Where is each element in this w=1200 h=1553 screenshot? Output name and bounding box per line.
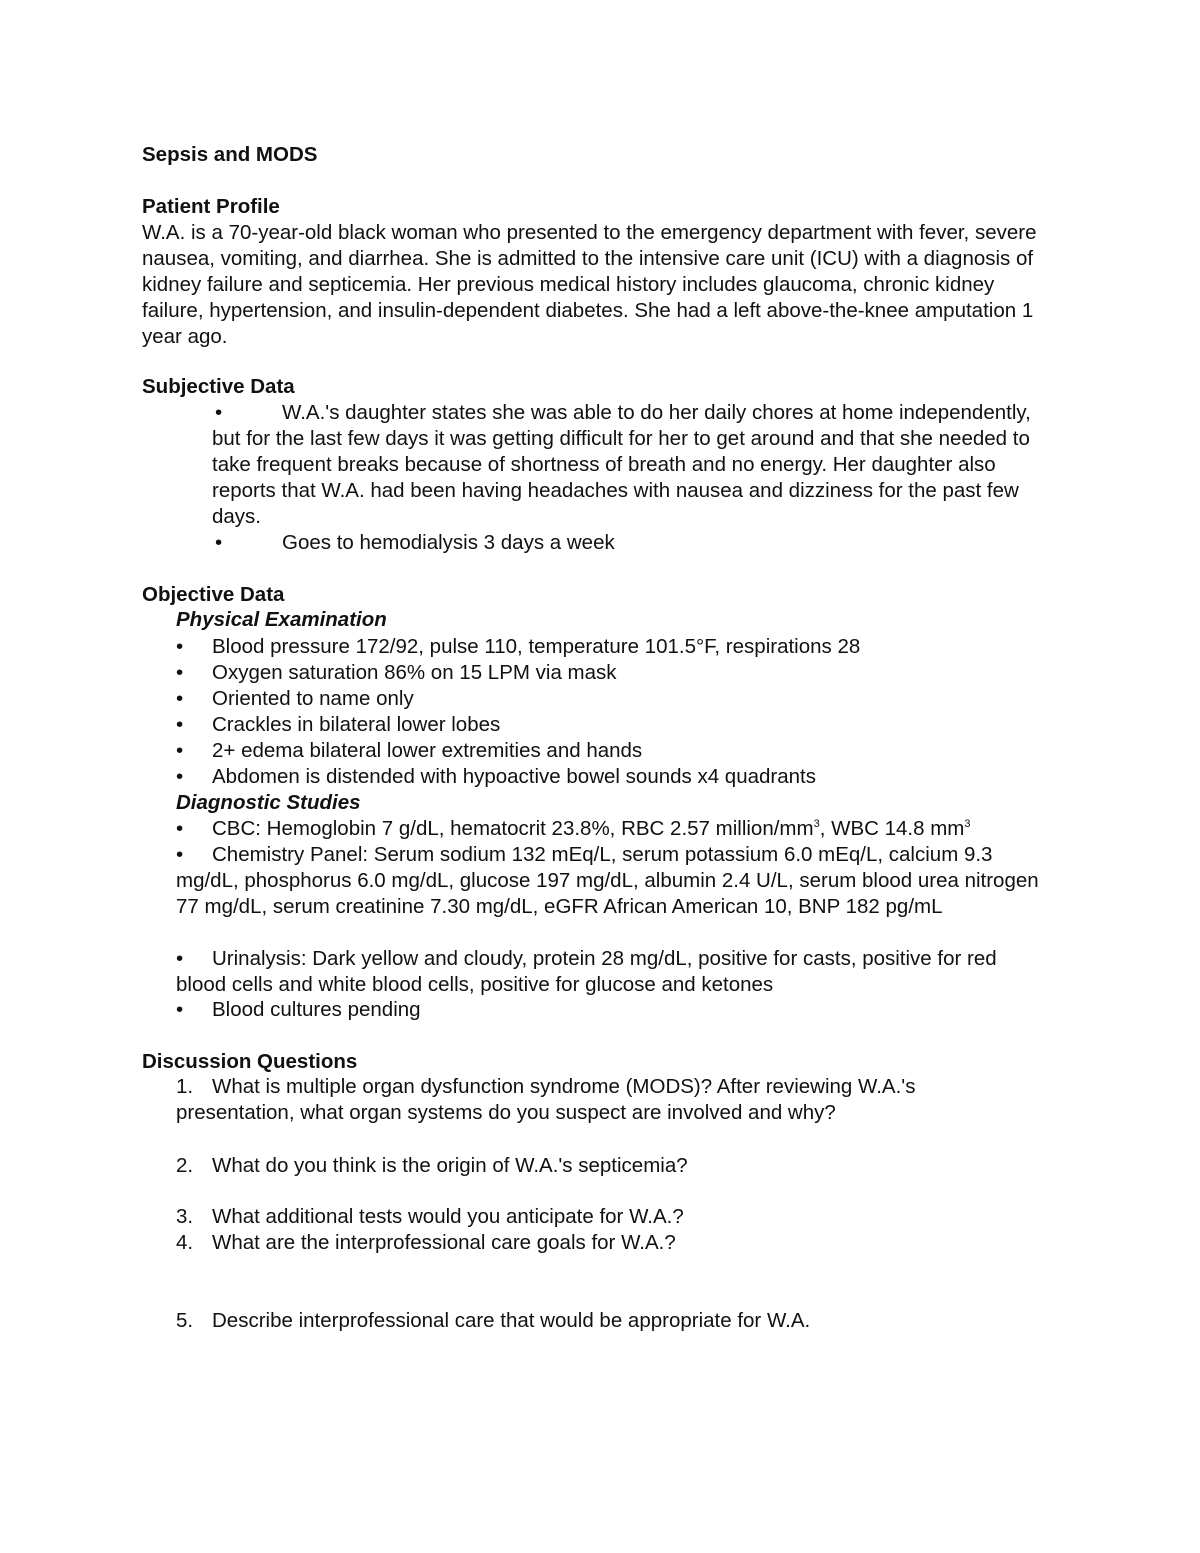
bullet-icon: • bbox=[176, 739, 184, 762]
bullet-icon: • bbox=[176, 765, 184, 788]
question-item bbox=[176, 1230, 1036, 1256]
list-item bbox=[176, 946, 1046, 998]
question-text: Describe interprofessional care that would be appropriate for W.A. bbox=[212, 1309, 811, 1332]
bullet-icon: • bbox=[176, 998, 184, 1021]
diagnostic-studies-heading: Diagnostic Studies bbox=[176, 791, 361, 814]
blood-cultures-text: Blood cultures pending bbox=[212, 998, 421, 1021]
objective-data-heading: Objective Data bbox=[142, 583, 285, 606]
question-text: What are the interprofessional care goals for W.A.? bbox=[212, 1231, 676, 1254]
cbc-superscript-1: 3 bbox=[813, 818, 820, 830]
question-number: 5. bbox=[176, 1309, 194, 1332]
bullet-icon: • bbox=[176, 661, 184, 684]
bullet-icon: • bbox=[176, 713, 184, 736]
exam-bullet-5: 2+ edema bilateral lower extremities and hands bbox=[212, 739, 643, 762]
bullet-icon: • bbox=[176, 687, 184, 710]
exam-bullet-2: Oxygen saturation 86% on 15 LPM via mask bbox=[212, 661, 617, 684]
list-item bbox=[176, 712, 1066, 738]
bullet-icon: • bbox=[215, 531, 223, 554]
list-item bbox=[176, 816, 1066, 842]
list-item bbox=[176, 842, 1046, 920]
document-title: Sepsis and MODS bbox=[142, 143, 318, 166]
question-number: 2. bbox=[176, 1154, 194, 1177]
bullet-icon: • bbox=[176, 817, 184, 840]
question-text: What do you think is the origin of W.A.'s septicemia? bbox=[212, 1154, 688, 1177]
exam-bullet-6: Abdomen is distended with hypoactive bowel sounds x4 quadrants bbox=[212, 765, 816, 788]
question-item bbox=[176, 1153, 1036, 1179]
list-item bbox=[212, 400, 1062, 530]
question-text: What is multiple organ dysfunction syndrome (MODS)? After reviewing W.A.'s presentation, what organ systems do you suspect are involved and why? bbox=[176, 1075, 916, 1124]
cbc-text: CBC: Hemoglobin 7 g/dL, hematocrit 23.8%, RBC 2.57 million/mm bbox=[212, 817, 814, 840]
question-item bbox=[176, 1074, 1036, 1126]
question-text: What additional tests would you anticipate for W.A.? bbox=[212, 1205, 684, 1228]
cbc-superscript-2: 3 bbox=[964, 818, 971, 830]
subjective-bullet-1: W.A.'s daughter states she was able to do her daily chores at home independently, but for the last few days it was getting difficult for her to get around and that she needed to take frequent breaks because of shortness of breath and no energy. Her daughter also reports that W.A. had been having headaches with nausea and dizziness for the past few days. bbox=[212, 401, 1031, 528]
patient-profile-text bbox=[142, 220, 1047, 350]
exam-bullet-4: Crackles in bilateral lower lobes bbox=[212, 713, 501, 736]
patient-profile-paragraph: W.A. is a 70-year-old black woman who presented to the emergency department with fever, severe nausea, vomiting, and diarrhea. She is admitted to the intensive care unit (ICU) with a diagnosis of kidney failure and septicemia. Her previous medical history includes glaucoma, chronic kidney failure, hypertension, and insulin-dependent diabetes. She had a left above-the-knee amputation 1 year ago. bbox=[142, 221, 1037, 348]
list-item bbox=[176, 634, 1066, 660]
list-item bbox=[176, 764, 1066, 790]
bullet-icon: • bbox=[176, 947, 184, 970]
discussion-heading: Discussion Questions bbox=[142, 1050, 358, 1073]
urinalysis-text: Urinalysis: Dark yellow and cloudy, protein 28 mg/dL, positive for casts, positive for red blood cells and white blood cells, positive for glucose and ketones bbox=[176, 947, 997, 996]
question-number: 4. bbox=[176, 1231, 194, 1254]
cbc-text-2: , WBC 14.8 mm bbox=[819, 817, 965, 840]
subjective-data-heading: Subjective Data bbox=[142, 375, 295, 398]
bullet-icon: • bbox=[176, 635, 184, 658]
subjective-bullet-2: Goes to hemodialysis 3 days a week bbox=[282, 531, 615, 554]
question-item bbox=[176, 1308, 1036, 1334]
list-item bbox=[176, 686, 1066, 712]
question-number: 1. bbox=[176, 1075, 194, 1098]
physical-exam-heading: Physical Examination bbox=[176, 608, 387, 631]
list-item bbox=[176, 997, 1066, 1023]
bullet-icon: • bbox=[176, 843, 184, 866]
question-item bbox=[176, 1204, 1036, 1230]
question-number: 3. bbox=[176, 1205, 194, 1228]
exam-bullet-1: Blood pressure 172/92, pulse 110, temperature 101.5°F, respirations 28 bbox=[212, 635, 861, 658]
list-item bbox=[176, 738, 1066, 764]
exam-bullet-3: Oriented to name only bbox=[212, 687, 414, 710]
chemistry-panel-text: Chemistry Panel: Serum sodium 132 mEq/L, serum potassium 6.0 mEq/L, calcium 9.3 mg/dL, phosphorus 6.0 mg/dL, glucose 197 mg/dL, albumin 2.4 U/L, serum blood urea nitrogen 77 mg/dL, serum creatinine 7.30 mg/dL, eGFR African American 10, BNP 182 pg/mL bbox=[176, 843, 1039, 918]
bullet-icon: • bbox=[215, 401, 223, 424]
patient-profile-heading: Patient Profile bbox=[142, 195, 280, 218]
list-item bbox=[212, 530, 1062, 556]
list-item bbox=[176, 660, 1066, 686]
